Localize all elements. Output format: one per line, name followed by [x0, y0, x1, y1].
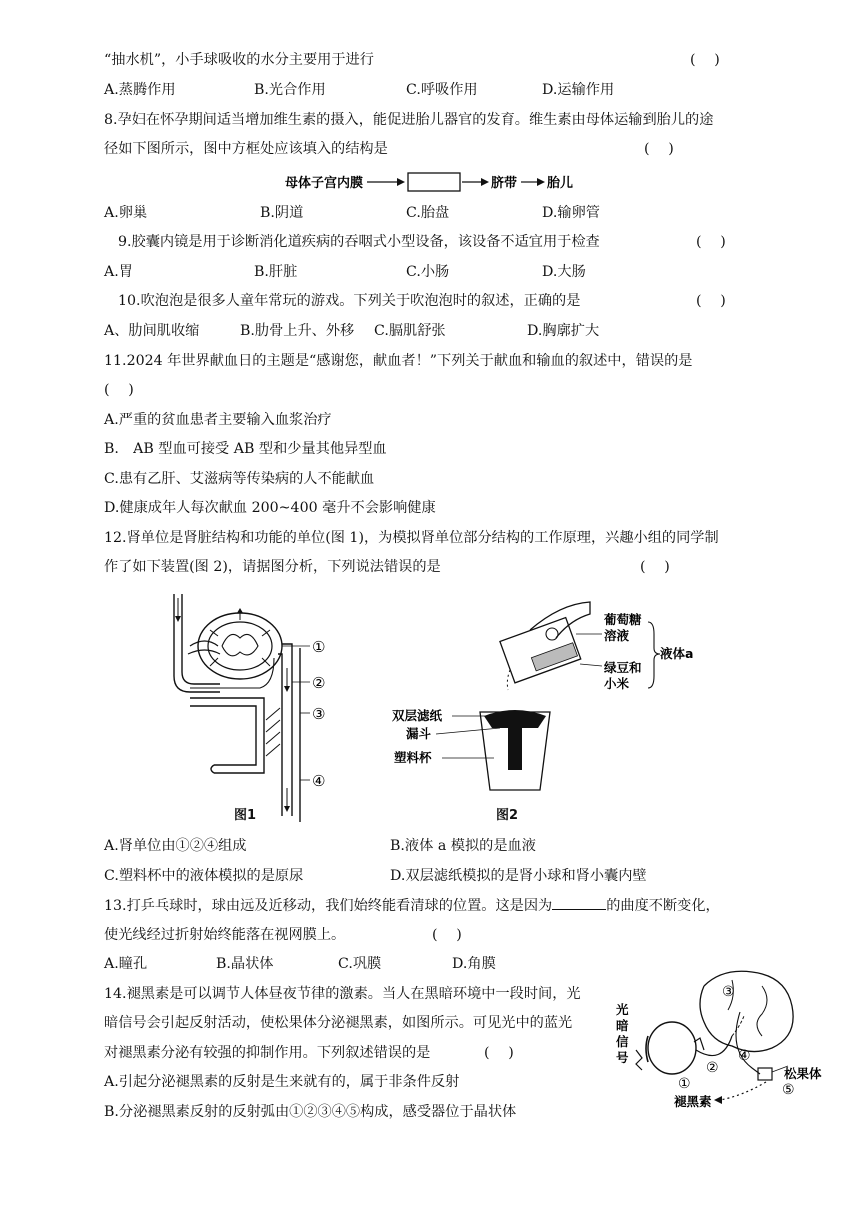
q13-stem-line2: 使光线经过折射始终能落在视网膜上。 — [104, 927, 346, 943]
q14-num-3: ③ — [722, 984, 735, 1000]
fig1-label-1: ① — [312, 638, 326, 656]
fig1-label-3: ③ — [312, 705, 326, 723]
fig2-label-funnel: 漏斗 — [406, 726, 432, 741]
q14-num-1: ① — [678, 1076, 691, 1092]
q13-option-a[interactable]: A.瞳孔 — [104, 956, 148, 972]
fig1-caption: 图1 — [234, 808, 257, 823]
q9-answer-paren[interactable]: ( ) — [696, 234, 726, 250]
q10-stem: 10.吹泡泡是很多人童年常玩的游戏。下列关于吹泡泡时的叙述，正确的是 — [118, 293, 581, 309]
q14-num-4: ④ — [738, 1048, 751, 1064]
q12-figure1-nephron — [160, 588, 345, 828]
q11-option-d[interactable]: D.健康成年人每次献血 200~400 毫升不会影响健康 — [104, 500, 436, 516]
q7-option-c[interactable]: C.呼吸作用 — [406, 82, 478, 98]
q14-answer-paren[interactable]: ( ) — [484, 1045, 514, 1061]
q12-option-b[interactable]: B.液体 a 模拟的是血液 — [390, 838, 536, 854]
fig2-label-beans-1: 绿豆和 — [604, 660, 642, 675]
q11-option-c[interactable]: C.患有乙肝、艾滋病等传染病的人不能献血 — [104, 471, 375, 487]
q11-stem: 11.2024 年世界献血日的主题是“感谢您，献血者！”下列关于献血和输血的叙述中，错误的是 — [104, 353, 693, 369]
q7-stem: “抽水机”，小手球吸收的水分主要用于进行 — [104, 52, 374, 68]
q13-stem-line1 — [104, 895, 720, 916]
q13-fill-blank[interactable] — [552, 895, 606, 910]
q11-option-a[interactable]: A.严重的贫血患者主要输入血浆治疗 — [104, 412, 332, 428]
q13-stem-part1: 13.打乒乓球时，球由远及近移动，我们始终能看清球的位置。这是因为 — [104, 898, 553, 914]
q14-option-a[interactable]: A.引起分泌褪黑素的反射是生来就有的，属于非条件反射 — [104, 1074, 460, 1090]
q11-answer-paren[interactable]: ( ) — [104, 382, 134, 398]
fig2-label-filter: 双层滤纸 — [392, 708, 443, 723]
q14-signal-char-4: 号 — [616, 1050, 629, 1065]
flow-end-label: 胎儿 — [547, 176, 574, 191]
q8-option-d[interactable]: D.输卵管 — [542, 205, 600, 221]
fig2-label-cup: 塑料杯 — [394, 750, 432, 765]
q8-answer-paren[interactable]: ( ) — [644, 141, 674, 157]
q7-option-d[interactable]: D.运输作用 — [542, 82, 615, 98]
q12-figure2-model — [390, 594, 720, 804]
q9-stem: 9.胶囊内镜是用于诊断消化道疾病的吞咽式小型设备，该设备不适宜用于检查 — [118, 234, 600, 250]
q14-option-b[interactable]: B.分泌褪黑素反射的反射弧由①②③④⑤构成，感受器位于晶状体 — [104, 1104, 517, 1120]
fig2-label-liquid: 液体a — [660, 646, 694, 661]
q9-option-b[interactable]: B.肝脏 — [254, 264, 298, 280]
q10-answer-paren[interactable]: ( ) — [696, 293, 726, 309]
q12-option-c[interactable]: C.塑料杯中的液体模拟的是原尿 — [104, 868, 304, 884]
flow-start-label: 母体子宫内膜 — [285, 176, 364, 191]
q14-pineal-label: 松果体 — [784, 1066, 822, 1081]
q7-answer-paren[interactable]: ( ) — [690, 52, 720, 68]
q10-option-a[interactable]: A、肋间肌收缩 — [104, 323, 200, 339]
q12-option-a[interactable]: A.肾单位由①②④组成 — [104, 838, 247, 854]
q8-flow-diagram — [285, 170, 585, 196]
flow-blank-box — [408, 173, 460, 191]
flow-mid-label: 脐带 — [491, 176, 518, 191]
q12-option-d[interactable]: D.双层滤纸模拟的是肾小球和肾小囊内壁 — [390, 868, 647, 884]
q14-figure-melatonin — [612, 966, 850, 1118]
q12-stem-line2: 作了如下装置(图 2)，请据图分析，下列说法错误的是 — [104, 559, 441, 575]
q9-option-d[interactable]: D.大肠 — [542, 264, 586, 280]
fig2-label-glucose-1: 葡萄糖 — [604, 612, 642, 627]
fig2-label-glucose-2: 溶液 — [604, 628, 630, 643]
q8-stem-line1: 8.孕妇在怀孕期间适当增加维生素的摄入，能促进胎儿器官的发育。维生素由母体运输到胎儿的途 — [104, 112, 714, 128]
q11-option-b[interactable]: B. AB 型血可接受 AB 型和少量其他异型血 — [104, 441, 387, 457]
q9-option-a[interactable]: A.胃 — [104, 264, 133, 280]
q14-num-2: ② — [706, 1060, 719, 1076]
q14-signal-char-1: 光 — [616, 1002, 629, 1017]
q7-option-a[interactable]: A.蒸腾作用 — [104, 82, 176, 98]
q12-answer-paren[interactable]: ( ) — [640, 559, 670, 575]
fig2-label-beans-2: 小米 — [604, 676, 630, 691]
q14-melatonin-label: 褪黑素 — [674, 1094, 712, 1109]
q8-option-a[interactable]: A.卵巢 — [104, 205, 148, 221]
q14-signal-char-3: 信 — [616, 1034, 629, 1049]
q14-signal-char-2: 暗 — [616, 1018, 629, 1033]
q14-num-5: ⑤ — [782, 1082, 795, 1098]
q9-option-c[interactable]: C.小肠 — [406, 264, 450, 280]
q8-stem-line2: 径如下图所示，图中方框处应该填入的结构是 — [104, 141, 388, 157]
q8-option-c[interactable]: C.胎盘 — [406, 205, 450, 221]
q7-option-b[interactable]: B.光合作用 — [254, 82, 326, 98]
q14-stem-line2: 暗信号会引起反射活动，使松果体分泌褪黑素，如图所示。可见光中的蓝光 — [104, 1015, 573, 1031]
q10-option-d[interactable]: D.胸廓扩大 — [527, 323, 600, 339]
fig2-caption: 图2 — [496, 808, 519, 823]
q10-option-c[interactable]: C.膈肌舒张 — [374, 323, 446, 339]
q13-answer-paren[interactable]: ( ) — [432, 927, 462, 943]
q12-stem-line1: 12.肾单位是肾脏结构和功能的单位(图 1)，为模拟肾单位部分结构的工作原理，兴趣小组的同学制 — [104, 530, 719, 546]
q13-option-b[interactable]: B.晶状体 — [216, 956, 274, 972]
q13-option-d[interactable]: D.角膜 — [452, 956, 496, 972]
q10-option-b[interactable]: B.肋骨上升、外移 — [240, 323, 355, 339]
fig1-label-2: ② — [312, 674, 326, 692]
q8-option-b[interactable]: B.阴道 — [260, 205, 304, 221]
q14-stem-line1: 14.褪黑素是可以调节人体昼夜节律的激素。当人在黑暗环境中一段时间，光 — [104, 986, 581, 1002]
q13-stem-part2: 的曲度不断变化， — [606, 898, 720, 914]
q14-stem-line3: 对褪黑素分泌有较强的抑制作用。下列叙述错误的是 — [104, 1045, 431, 1061]
fig1-label-4: ④ — [312, 772, 326, 790]
q13-option-c[interactable]: C.巩膜 — [338, 956, 382, 972]
